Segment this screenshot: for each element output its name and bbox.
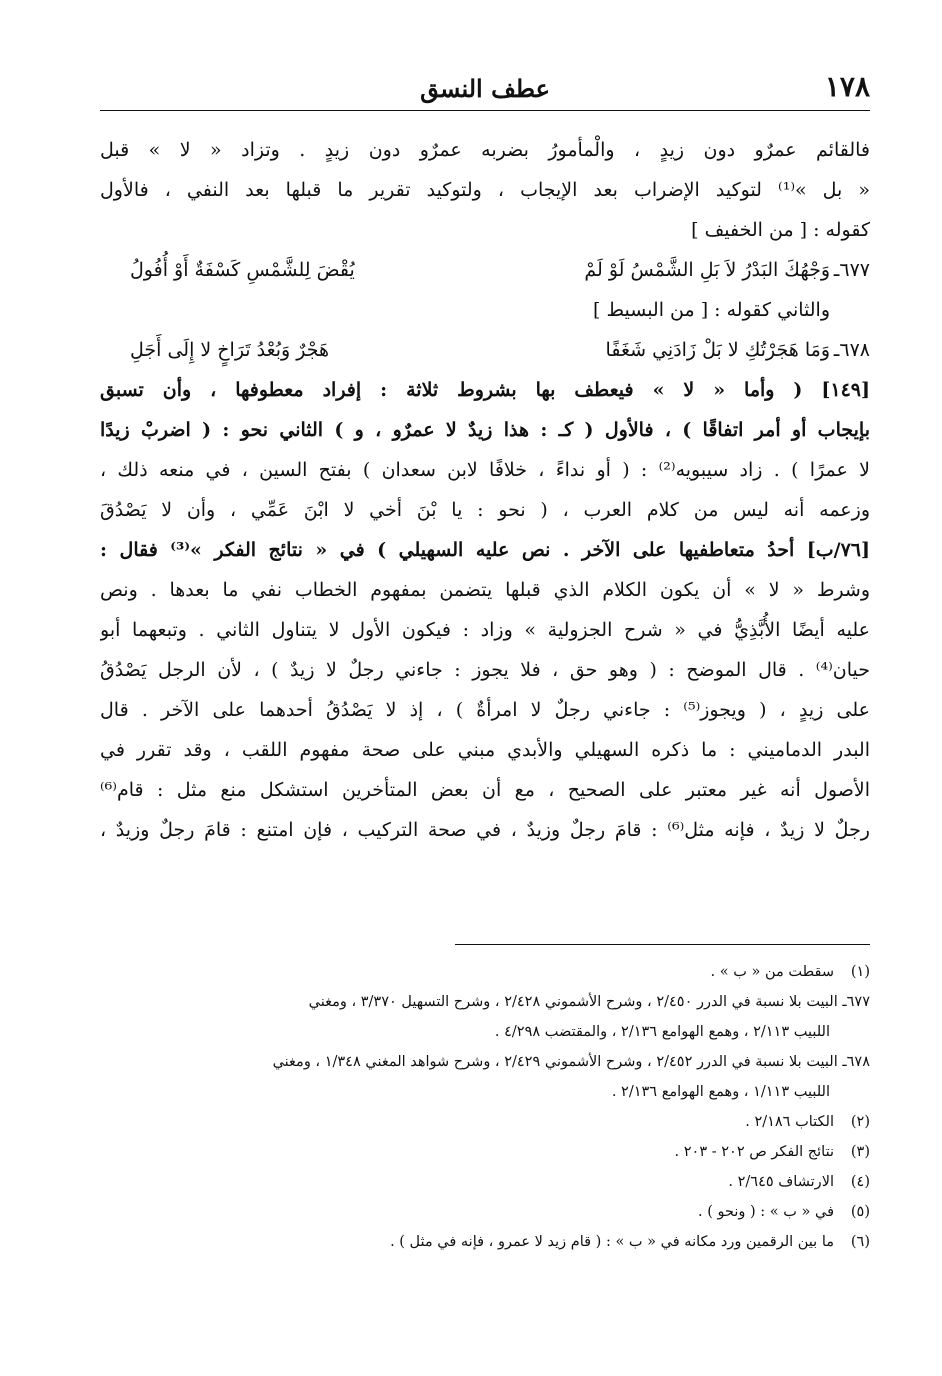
footnote-number: (٤) <box>850 1174 870 1190</box>
text-line: [١٤٩] ( وأما « لا » فيعطف بها بشروط ثلاثة : إفراد معطوفها ، وأن تسبق <box>100 379 870 401</box>
footnote-text: نتائج الفكر ص ٢٠٢ - ٢٠٣ . <box>674 1144 834 1160</box>
text-line: على زيدٍ ، ( ويجوز⁽⁵⁾ : جاءني رجلٌ لا امرأةٌ ) ، إذ لا يَصْدُقُ أحدهما على الآخر . قال <box>100 699 870 721</box>
footnotes <box>100 958 870 1258</box>
text-line: والثاني كقوله : [ من البسيط ] <box>593 299 830 321</box>
footnote-text: ٦٧٧ـ البيت بلا نسبة في الدرر ٢/٤٥٠ ، وشرح الأشموني ٢/٤٢٨ ، وشرح التسهيل ٣/٣٧٠ ، ومغني <box>308 994 870 1010</box>
footnote-4 <box>100 1168 870 1198</box>
footnote-text: اللبيب ٢/١١٣ ، وهمع الهوامع ٢/١٣٦ ، والمقتضب ٤/٢٩٨ . <box>494 1024 830 1040</box>
text-line: لا عمرًا ) . زاد سيبويه⁽²⁾ : ( أو نداءً ، خلافًا لابن سعدان ) بفتح السين ، في منعه ذلك ، <box>100 459 870 481</box>
footnote-verse-677-cont <box>100 1018 870 1048</box>
main-text <box>100 130 870 850</box>
text-line: وشرط « لا » أن يكون الكلام الذي قبلها يتضمن بمفهوم الخطاب نفي ما بعدها . ونص <box>100 579 870 601</box>
footnote-verse-677 <box>100 988 870 1018</box>
text-line: عليه أيضًا الأُبَّذِيُّ في « شرح الجزولية » وزاد : فيكون الأول لا يتناول الثاني . وتبعهما أبو <box>100 619 870 641</box>
footnote-2 <box>100 1108 870 1138</box>
footnote-verse-678 <box>100 1048 870 1078</box>
footnote-text: ما بين الرقمين ورد مكانه في « ب » : ( قام زيد لا عمرو ، فإنه في مثل ) . <box>390 1234 834 1250</box>
text-line: « بل »⁽¹⁾ لتوكيد الإضراب بعد الإيجاب ، ولتوكيد تقرير ما قبلها بعد النفي ، فالأول <box>100 179 870 201</box>
footnote-number: (٣) <box>850 1144 870 1160</box>
footnote-text: ٦٧٨ـ البيت بلا نسبة في الدرر ٢/٤٥٢ ، وشرح الأشموني ٢/٤٢٩ ، وشرح شواهد المغني ١/٣٤٨ ، ومغني <box>272 1054 870 1070</box>
text-line: الأصول أنه غير معتبر على الصحيح ، مع أن بعض المتأخرين استشكل منع مثل : قام⁽⁶⁾ <box>100 779 870 801</box>
verse-hemistich-first: وَمَا هَجَرْتُكِ لا بَلْ زَادَنِي شَغَفًا <box>605 339 830 361</box>
text-line: [٧٦/ب] أحدُ متعاطفيها على الآخر . نص عليه السهيلي ) في « نتائج الفكر »⁽³⁾ فقال : <box>100 539 870 561</box>
text-line: رجلٌ لا زيدٌ ، فإنه مثل⁽⁶⁾ : قامَ رجلٌ وزيدٌ ، في صحة التركيب ، فإن امتنع : قامَ رجلٌ وزيدٌ ، <box>100 819 870 841</box>
verse-hemistich-second: هَجْرٌ وَبُعْدُ تَرَاخٍ لا إِلَى أَجَلِ <box>130 339 330 361</box>
page-header <box>100 70 870 106</box>
verse-number: ٦٧٧ـ <box>833 259 870 281</box>
verse-678 <box>100 330 870 370</box>
text-line: البدر الدماميني : ما ذكره السهيلي والأبدي مبني على صحة مفهوم اللقب ، وقد تقرر في <box>100 739 870 761</box>
footnote-number: (٦) <box>850 1234 870 1250</box>
footnote-text: اللبيب ١/١١٣ ، وهمع الهوامع ٢/١٣٦ . <box>611 1084 830 1100</box>
text-line: فالقائم عمرٌو دون زيدٍ ، والْمأمورُ بضربه عمرٌو دون زيدٍ . وتزاد « لا » قبل <box>100 139 870 161</box>
footnote-text: سقطت من « ب » . <box>710 964 834 980</box>
text-line: بإيجاب أو أمر اتفاقًا ) ، فالأول ( كـ : هذا زيدٌ لا عمرٌو ، و ) الثاني نحو : ( اضربْ زيدًا <box>100 419 870 441</box>
text-line: وزعمه أنه ليس من كلام العرب ، ( نحو : يا بْنَ أخي لا ابْنَ عَمِّي ، وأن لا يَصْدُقَ <box>100 499 870 521</box>
footnote-1 <box>100 958 870 988</box>
footnote-number: (١) <box>850 964 870 980</box>
footnote-text: الارتشاف ٢/٦٤٥ . <box>728 1174 834 1190</box>
text-line: كقوله : [ من الخفيف ] <box>691 219 870 241</box>
verse-hemistich-second: يُقْضَ لِلشَّمْسِ كَسْفَةٌ أَوْ أُفُولُ <box>130 259 355 281</box>
footnote-number: (٥) <box>850 1204 870 1220</box>
verse-hemistich-first: وَجْهُكَ البَدْرُ لاَ بَلِ الشَّمْسُ لَوْ لَمْ <box>584 259 830 281</box>
running-title: عطف النسق <box>420 74 550 103</box>
footnote-number: (٢) <box>850 1114 870 1130</box>
text-line: حيان⁽⁴⁾ . قال الموضح : ( وهو حق ، فلا يجوز : جاءني رجلٌ لا زيدٌ ) ، لأن الرجل يَصْدُقُ <box>100 659 870 681</box>
footnote-rule <box>455 944 870 945</box>
verse-677 <box>100 250 870 290</box>
footnote-5 <box>100 1198 870 1228</box>
footnote-6 <box>100 1228 870 1258</box>
page-number: ١٧٨ <box>824 70 870 103</box>
footnote-text: في « ب » : ( ونحو ) . <box>698 1204 834 1220</box>
verse-number: ٦٧٨ـ <box>833 339 870 361</box>
footnote-3 <box>100 1138 870 1168</box>
footnote-text: الكتاب ٢/١٨٦ . <box>745 1114 834 1130</box>
footnote-verse-678-cont <box>100 1078 870 1108</box>
header-rule <box>100 110 870 111</box>
